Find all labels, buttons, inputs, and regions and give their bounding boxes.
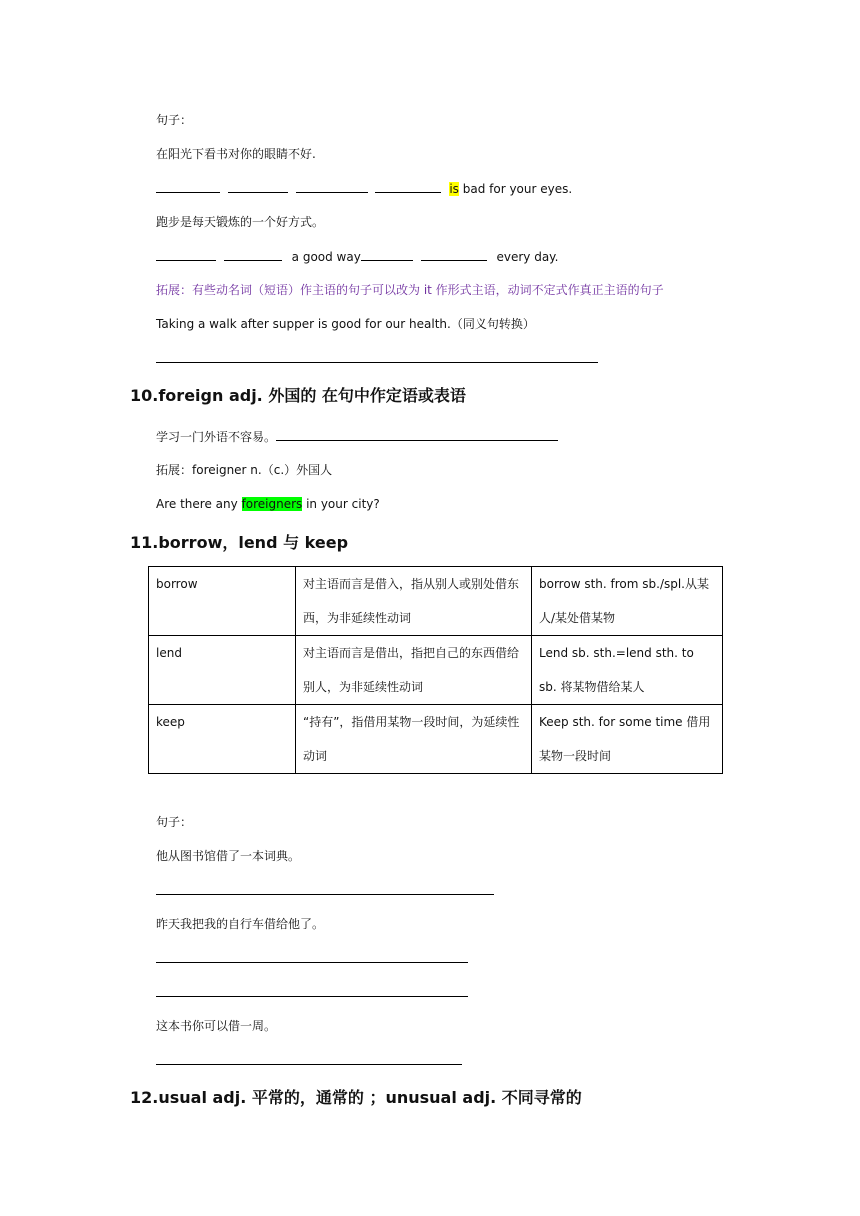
section11-sentence-1: 他从图书馆借了一本词典。: [156, 849, 301, 863]
transform-sentence: Taking a walk after supper is good for our health.（同义句转换）: [156, 317, 535, 331]
sentence-2-middle: a good way: [291, 250, 361, 264]
answer-line[interactable]: [156, 894, 494, 895]
table-cell: Lend sb. sth.=lend sth. to sb. 将某物借给某人: [532, 636, 723, 705]
heading-10: [130, 386, 466, 406]
table-cell: keep: [149, 705, 296, 774]
table-row: [149, 567, 723, 636]
expand-note: 拓展：有些动名词（短语）作主语的句子可以改为 it 作形式主语，动词不定式作真正主语的句子: [156, 283, 664, 297]
section11-sentences-label: 句子：: [156, 815, 193, 829]
table-cell: borrow sth. from sb./spl.从某人/某处借某物: [532, 567, 723, 636]
answer-line[interactable]: [156, 962, 468, 963]
table-cell: lend: [149, 636, 296, 705]
example-post: in your city?: [302, 497, 380, 511]
answer-line[interactable]: [156, 362, 598, 363]
heading-11: [130, 533, 348, 553]
heading-number: 11.: [130, 533, 159, 552]
heading-12: [130, 1088, 582, 1108]
heading-title: usual adj. 平常的，通常的 ；unusual adj. 不同寻常的: [158, 1088, 582, 1107]
blank[interactable]: [296, 180, 368, 193]
sentences-label: 句子：: [156, 113, 193, 127]
highlighted-word-foreigners: foreigners: [241, 497, 303, 511]
section10-example: [156, 496, 380, 512]
sentence-2-chinese: 跑步是每天锻炼的一个好方式。: [156, 215, 325, 229]
sentence-1-ending: bad for your eyes.: [458, 182, 573, 196]
table-cell: Keep sth. for some time 借用某物一段时间: [532, 705, 723, 774]
blank[interactable]: [361, 248, 413, 261]
section10-sentence: [156, 428, 558, 445]
table-cell: “持有”，指借用某物一段时间，为延续性动词: [296, 705, 532, 774]
table-cell: borrow: [149, 567, 296, 636]
table-row: [149, 705, 723, 774]
sentence-1-blanks: [156, 180, 572, 197]
sentence-1-chinese: 在阳光下看书对你的眼睛不好.: [156, 147, 316, 161]
answer-line[interactable]: [156, 996, 468, 997]
table-cell: 对主语而言是借出，指把自己的东西借给别人，为非延续性动词: [296, 636, 532, 705]
blank[interactable]: [156, 180, 220, 193]
heading-title: foreign adj. 外国的 在句中作定语或表语: [158, 386, 466, 405]
section10-expand: 拓展：foreigner n.（c.）外国人: [156, 463, 333, 477]
blank[interactable]: [276, 428, 558, 441]
answer-line[interactable]: [156, 1064, 462, 1065]
sentence-2-blanks: [156, 248, 558, 265]
blank[interactable]: [156, 248, 216, 261]
blank[interactable]: [375, 180, 441, 193]
table-cell: 对主语而言是借入，指从别人或别处借东西，为非延续性动词: [296, 567, 532, 636]
sentence-chinese: 学习一门外语不容易。: [156, 430, 277, 444]
table-row: [149, 636, 723, 705]
comparison-table: [148, 566, 723, 774]
heading-number: 12.: [130, 1088, 159, 1107]
section11-sentence-2: 昨天我把我的自行车借给他了。: [156, 917, 325, 931]
sentence-2-ending: every day.: [496, 250, 559, 264]
heading-title: borrow，lend 与 keep: [158, 533, 349, 552]
blank[interactable]: [421, 248, 487, 261]
highlighted-word-is: is: [449, 182, 459, 196]
blank[interactable]: [228, 180, 288, 193]
example-pre: Are there any: [156, 497, 242, 511]
section11-sentence-3: 这本书你可以借一周。: [156, 1019, 277, 1033]
heading-number: 10.: [130, 386, 159, 405]
blank[interactable]: [224, 248, 282, 261]
